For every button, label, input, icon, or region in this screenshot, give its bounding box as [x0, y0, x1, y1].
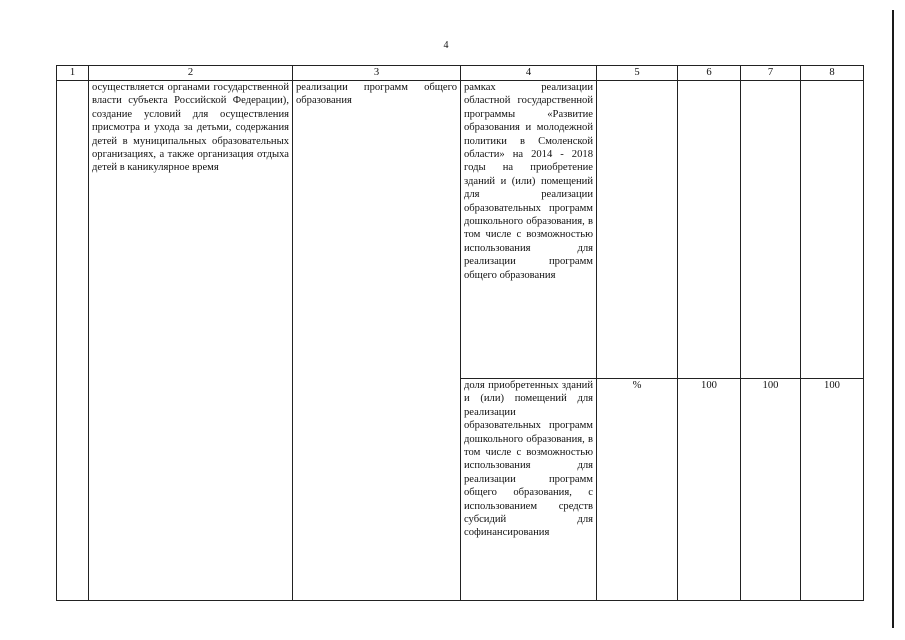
header-col-1: 1 — [57, 66, 89, 81]
indicator-text-cell: рамках реализации областной государственной программы «Развитие образования и молодежной политики в Смоленской области» на 2014 - 2018 годы на приобретение зданий и (или) помещений для реализации образовательных программ дошкольного образования, в том числе с возможностью использования для реализации программ общего образования — [461, 81, 597, 379]
program-cell: реализации программ общего образования — [293, 81, 461, 601]
header-row — [57, 66, 864, 81]
table-row — [57, 81, 864, 379]
row-number-cell — [57, 81, 89, 601]
header-col-5: 5 — [597, 66, 678, 81]
value-cell: 100 — [801, 379, 864, 601]
indicator-text-cell: доля приобретенных зданий и (или) помещений для реализации образовательных программ дошкольного образования, в том числе с возможностью использования для реализации программ общего образования, с использованием средств субсидий для софинансирования — [461, 379, 597, 601]
unit-cell: % — [597, 379, 678, 601]
unit-cell — [597, 81, 678, 379]
header-col-2: 2 — [89, 66, 293, 81]
value-cell — [801, 81, 864, 379]
task-description-cell: осуществляется органами государственной власти субъекта Российской Федерации), создание условий для осуществления присмотра и ухода за детьми, содержания детей в муниципальных образовательных организациях, а также организация отдыха детей в каникулярное время — [89, 81, 293, 601]
header-col-4: 4 — [461, 66, 597, 81]
value-cell: 100 — [678, 379, 741, 601]
header-col-6: 6 — [678, 66, 741, 81]
header-col-8: 8 — [801, 66, 864, 81]
value-cell — [741, 81, 801, 379]
value-cell: 100 — [741, 379, 801, 601]
value-cell — [678, 81, 741, 379]
indicator-table — [56, 65, 864, 601]
header-col-7: 7 — [741, 66, 801, 81]
page-edge-rule — [892, 10, 894, 628]
page-number: 4 — [443, 40, 449, 51]
header-col-3: 3 — [293, 66, 461, 81]
